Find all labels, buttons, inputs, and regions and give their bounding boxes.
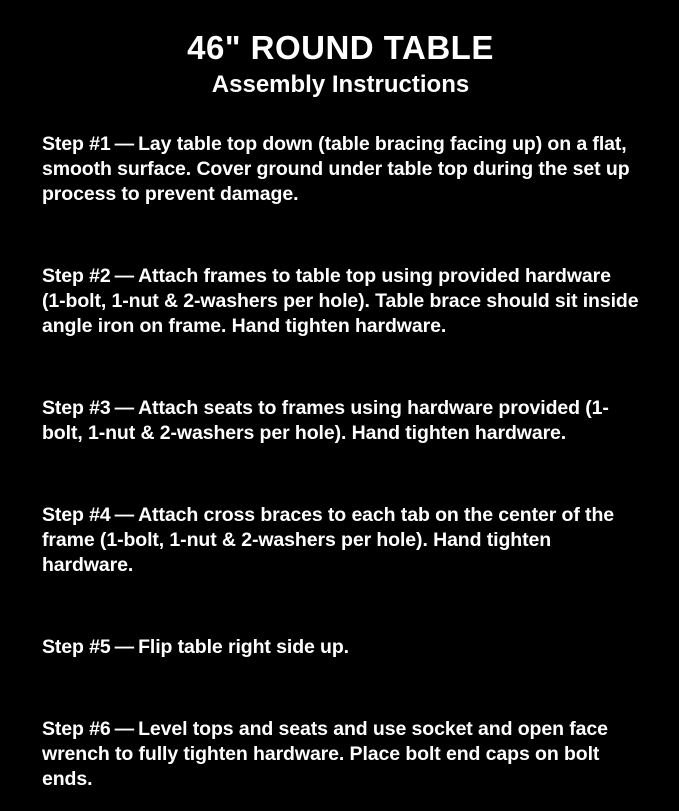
page-title: 46" ROUND TABLE <box>187 29 494 66</box>
step-item <box>42 264 639 339</box>
step-item <box>42 396 639 446</box>
step-item <box>42 132 639 207</box>
step-item <box>42 717 639 792</box>
title-block <box>42 30 639 99</box>
step-item <box>42 503 639 578</box>
step-text: Attach frames to table top using provided hardware (1-bolt, 1-nut & 2-washers per hole). Table brace should sit inside angle iron on frame. Hand tighten hardware. <box>42 265 639 337</box>
step-dash-icon: — <box>114 635 135 658</box>
step-label: Step #2 <box>42 265 111 288</box>
step-dash-icon: — <box>114 717 135 740</box>
step-label: Step #3 <box>42 396 111 419</box>
step-text: Level tops and seats and use socket and open face wrench to fully tighten hardware. Place bolt end caps on bolt ends. <box>42 717 608 790</box>
step-label: Step #4 <box>42 503 111 526</box>
step-text: Attach cross braces to each tab on the center of the frame (1-bolt, 1-nut & 2-washers per hole). Hand tighten hardware. <box>42 503 614 576</box>
step-dash-icon: — <box>114 133 135 156</box>
step-label: Step #6 <box>42 717 111 740</box>
step-dash-icon: — <box>114 265 135 288</box>
step-text: Flip table right side up. <box>138 635 350 658</box>
step-label: Step #5 <box>42 635 111 658</box>
step-text: Lay table top down (table bracing facing up) on a flat, smooth surface. Cover ground under table top during the set up process to prevent damage. <box>42 133 630 206</box>
step-text: Attach seats to frames using hardware provided (1-bolt, 1-nut & 2-washers per hole). Hand tighten hardware. <box>42 396 609 444</box>
step-dash-icon: — <box>114 396 135 419</box>
step-item <box>42 635 639 660</box>
step-label: Step #1 <box>42 133 111 156</box>
steps-list <box>42 113 639 811</box>
page-subtitle: Assembly Instructions <box>211 71 470 99</box>
step-dash-icon: — <box>114 503 135 526</box>
